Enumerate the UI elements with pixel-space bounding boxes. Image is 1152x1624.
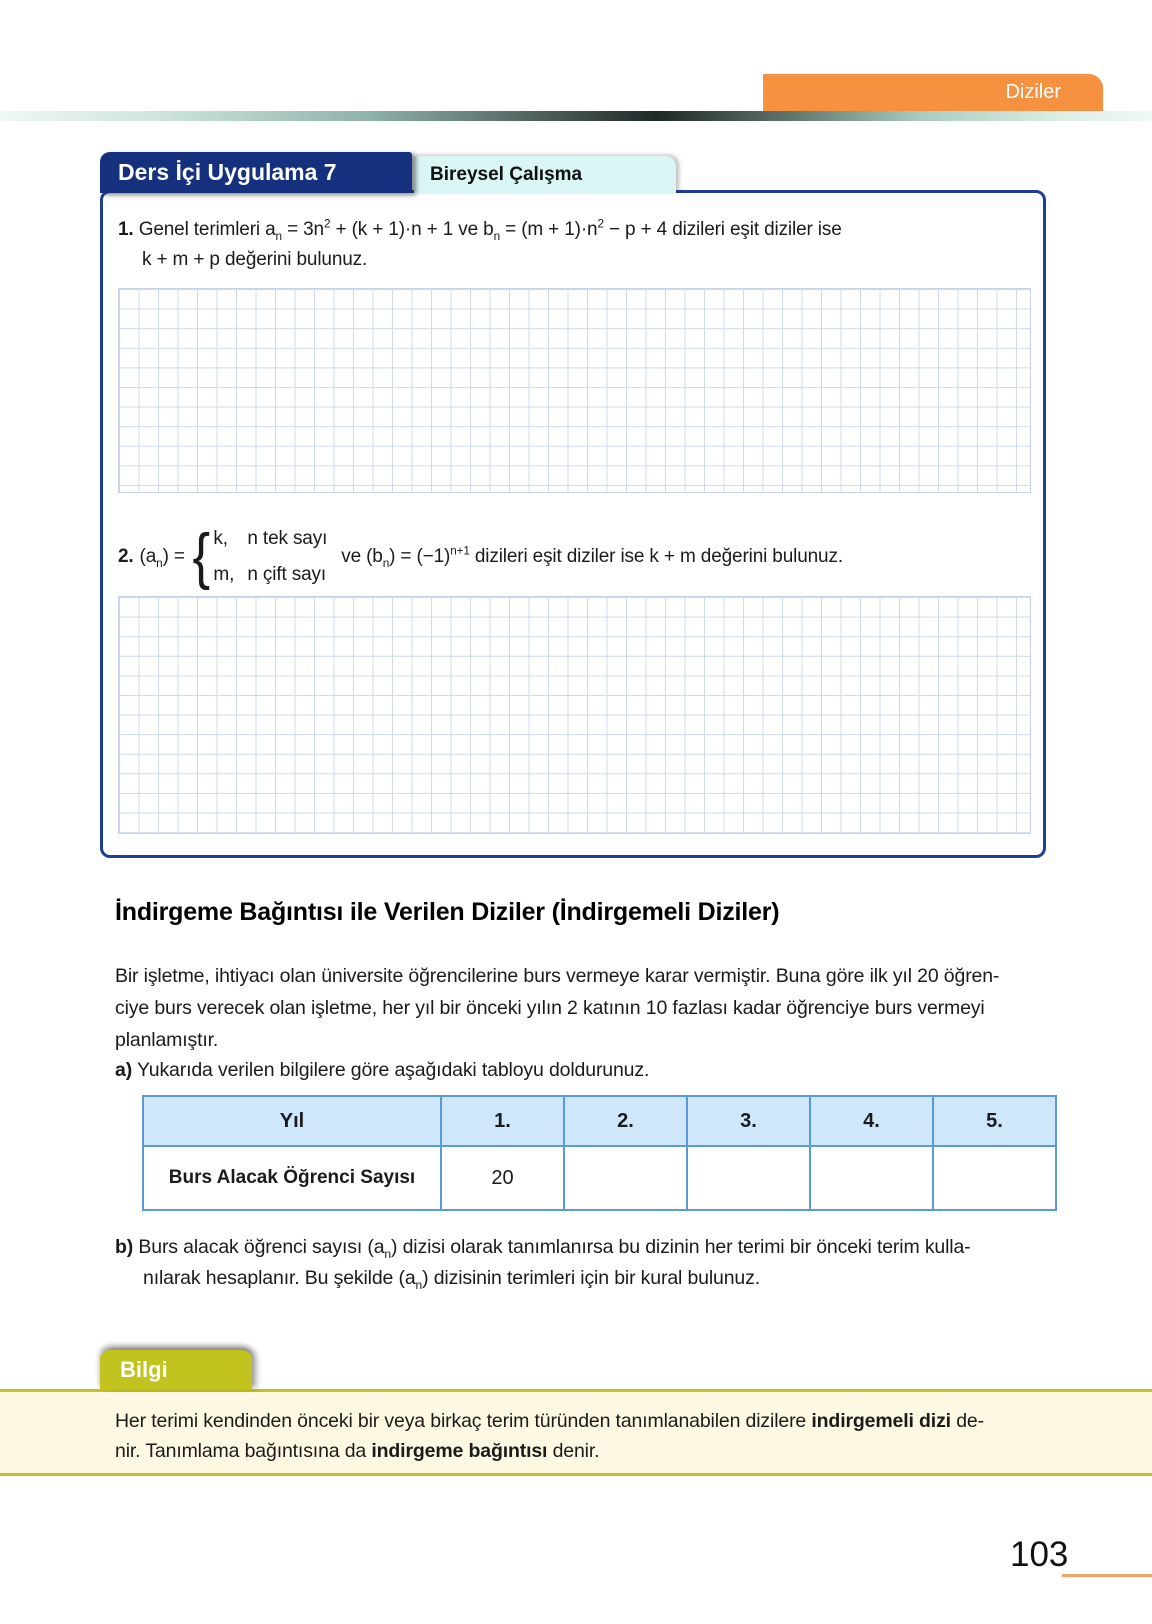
problem-2-number: 2. xyxy=(118,546,134,567)
info-text xyxy=(0,1392,1152,1466)
intro-line-3: planlamıştır. xyxy=(115,1029,219,1051)
piecewise-brace: { xyxy=(192,522,210,591)
table-header-2: 2. xyxy=(564,1096,687,1146)
case-2-condition: n çift sayı xyxy=(247,564,326,585)
table-cell-year-3 xyxy=(687,1146,810,1210)
exercise-mode-tab xyxy=(414,156,676,193)
section-intro xyxy=(115,960,1045,1056)
table-cell-year-5 xyxy=(933,1146,1056,1210)
table-data-row xyxy=(143,1146,1056,1210)
intro-line-2: ciye burs verecek olan işletme, her yıl bir önceki yılın 2 katının 10 fazlası kadar öğrenciye burs vermeyi xyxy=(115,997,985,1019)
top-gradient-rule xyxy=(0,111,1152,121)
table-header-1: 1. xyxy=(441,1096,564,1146)
part-a-label: a) xyxy=(115,1059,133,1081)
piecewise-case-1 xyxy=(213,524,327,554)
exercise-title: Ders İçi Uygulama 7 xyxy=(118,159,337,185)
table-header-4: 4. xyxy=(810,1096,933,1146)
answer-grid-2 xyxy=(118,596,1031,834)
chapter-badge-label: Diziler xyxy=(1005,81,1061,103)
problem-1-text: Genel terimleri $a_n = 3n^2 + (k + 1)\cdot n + 1$ ve $b_n = (m + 1)\cdot n^2 - p + 4$ dizileri eşit diziler ise xyxy=(138,217,842,243)
footer-rule xyxy=(1062,1574,1152,1577)
part-a-text: Yukarıda verilen bilgilere göre aşağıdaki tabloyu doldurunuz. xyxy=(136,1059,650,1081)
case-1-condition: n tek sayı xyxy=(247,528,328,549)
piecewise-cases xyxy=(213,524,327,590)
part-b-text-1: Burs alacak öğrenci sayısı $(a_n)$ dizisi olarak tanımlanırsa bu dizinin her terimi bir önceki terim kulla- xyxy=(138,1236,971,1261)
info-tab-label: Bilgi xyxy=(120,1357,168,1382)
exercise-title-tab xyxy=(100,152,412,193)
problem-1 xyxy=(118,215,1023,275)
case-2-value: m, xyxy=(213,564,235,585)
table-header-3: 3. xyxy=(687,1096,810,1146)
part-b-line-1 xyxy=(115,1232,1050,1263)
table-cell-year-4 xyxy=(810,1146,933,1210)
problem-1-line-2: k + m + p değerini bulunuz. xyxy=(142,249,368,270)
exercise-card xyxy=(100,190,1046,858)
problem-2 xyxy=(118,521,1038,593)
section-heading: İndirgeme Bağıntısı ile Verilen Diziler (İndirgemeli Diziler) xyxy=(115,898,780,926)
problem-2-rhs: ve $(b_n) = (-1)^{n+1}$ dizileri eşit diziler ise k + m değerini bulunuz. xyxy=(341,544,843,570)
part-b xyxy=(115,1232,1050,1294)
problem-1-line-1 xyxy=(118,215,1023,245)
info-tab xyxy=(100,1350,252,1390)
table-header-row xyxy=(143,1096,1056,1146)
piecewise-case-2 xyxy=(213,560,327,590)
problem-2-lhs: $(a_n)$ = xyxy=(139,546,185,570)
table-cell-year-2 xyxy=(564,1146,687,1210)
problem-1-number: 1. xyxy=(118,219,134,240)
table-header-5: 5. xyxy=(933,1096,1056,1146)
table-cell-year-1: 20 xyxy=(441,1146,564,1210)
part-b-label: b) xyxy=(115,1236,134,1258)
case-1-value: k, xyxy=(213,528,228,549)
exercise-mode-label: Bireysel Çalışma xyxy=(430,164,583,185)
part-a xyxy=(115,1059,1045,1082)
scholarship-table xyxy=(142,1095,1057,1211)
part-b-line-2: nılarak hesaplanır. Bu şekilde $(a_n)$ dizisinin terimleri için bir kural bulunuz. xyxy=(143,1267,760,1292)
table-row-label: Burs Alacak Öğrenci Sayısı xyxy=(143,1146,441,1210)
answer-grid-1 xyxy=(118,288,1031,493)
info-box xyxy=(0,1389,1152,1476)
intro-line-1: Bir işletme, ihtiyacı olan üniversite öğrencilerine burs vermeye karar vermiştir. Buna göre ilk yıl 20 öğren- xyxy=(115,965,1000,987)
chapter-badge xyxy=(763,74,1103,111)
info-line-2: nir. Tanımlama bağıntısına da indirgeme bağıntısı denir. xyxy=(115,1440,600,1462)
table-header-yil: Yıl xyxy=(143,1096,441,1146)
page-number: 103 xyxy=(1010,1535,1069,1574)
info-line-1: Her terimi kendinden önceki bir veya birkaç terim türünden tanımlanabilen dizilere indirgemeli dizi de- xyxy=(115,1410,984,1432)
